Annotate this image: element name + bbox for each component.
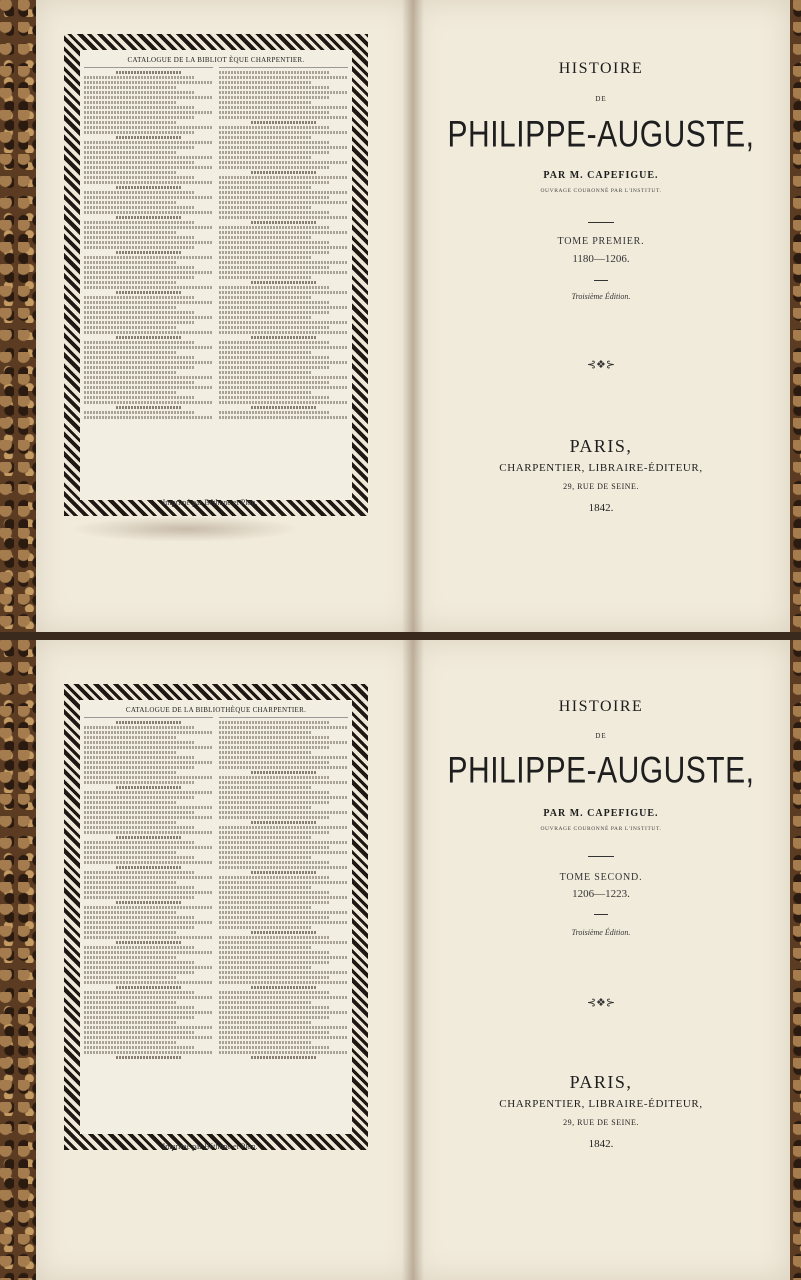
catalogue-column-left <box>84 67 213 496</box>
volume-label: TOME PREMIER. <box>557 236 645 247</box>
award-line: OUVRAGE COURONNÉ PAR L'INSTITUT. <box>540 188 662 194</box>
title-page-content <box>412 640 790 1280</box>
volume-label: TOME SECOND. <box>559 872 643 883</box>
catalogue-title: CATALOGUE DE LA BIBLIOT ÈQUE CHARPENTIER. <box>127 56 305 64</box>
title-page-content <box>412 0 790 632</box>
publisher-address: 29, RUE DE SEINE. <box>563 1118 639 1127</box>
catalogue-columns <box>84 717 348 1130</box>
volume-years: 1180—1206. <box>572 253 630 265</box>
title-histoire: HISTOIRE <box>558 60 644 77</box>
catalogue-column-right <box>219 717 348 1130</box>
title-de: DE <box>595 732 607 740</box>
ink-stamp-smudge <box>70 516 300 542</box>
ornamental-frame <box>64 34 368 516</box>
ornament-icon: ⊰❖⊱ <box>586 358 616 371</box>
publisher-line: CHARPENTIER, LIBRAIRE-ÉDITEUR, <box>499 462 703 474</box>
printer-imprint: Imprimé par Béthune et Plon. <box>162 498 258 507</box>
book-spread-volume-1 <box>0 0 801 632</box>
edition-line: Troisième Édition. <box>571 292 631 301</box>
publication-year: 1842. <box>588 1138 614 1150</box>
short-rule <box>594 914 608 915</box>
title-histoire: HISTOIRE <box>558 698 644 715</box>
edition-line: Troisième Édition. <box>571 928 631 937</box>
award-line: OUVRAGE COURONNÉ PAR L'INSTITUT. <box>540 826 662 832</box>
ornamental-frame <box>64 684 368 1150</box>
catalogue-column-left <box>84 717 213 1130</box>
author-line: PAR M. CAPEFIGUE. <box>543 170 659 181</box>
volume-years: 1206—1223. <box>572 888 630 900</box>
publisher-address: 29, RUE DE SEINE. <box>563 482 639 491</box>
short-rule <box>594 280 608 281</box>
publication-year: 1842. <box>588 502 614 514</box>
book-title: PHILIPPE-AUGUSTE, <box>447 749 755 791</box>
publication-city: PARIS, <box>569 436 633 456</box>
publication-city: PARIS, <box>569 1072 633 1092</box>
publisher-line: CHARPENTIER, LIBRAIRE-ÉDITEUR, <box>499 1098 703 1110</box>
catalogue-title: CATALOGUE DE LA BIBLIOTHÈQUE CHARPENTIER. <box>125 706 307 714</box>
short-rule <box>588 222 614 223</box>
short-rule <box>588 856 614 857</box>
title-de: DE <box>595 95 607 103</box>
book-title: PHILIPPE-AUGUSTE, <box>447 113 755 155</box>
author-line: PAR M. CAPEFIGUE. <box>543 808 659 819</box>
catalogue-columns <box>84 67 348 496</box>
book-spread-volume-2 <box>0 640 801 1280</box>
catalogue-column-right <box>219 67 348 496</box>
ornament-icon: ⊰❖⊱ <box>586 996 616 1009</box>
printer-imprint: Imprimé par Béthune et Plon. <box>162 1142 258 1151</box>
